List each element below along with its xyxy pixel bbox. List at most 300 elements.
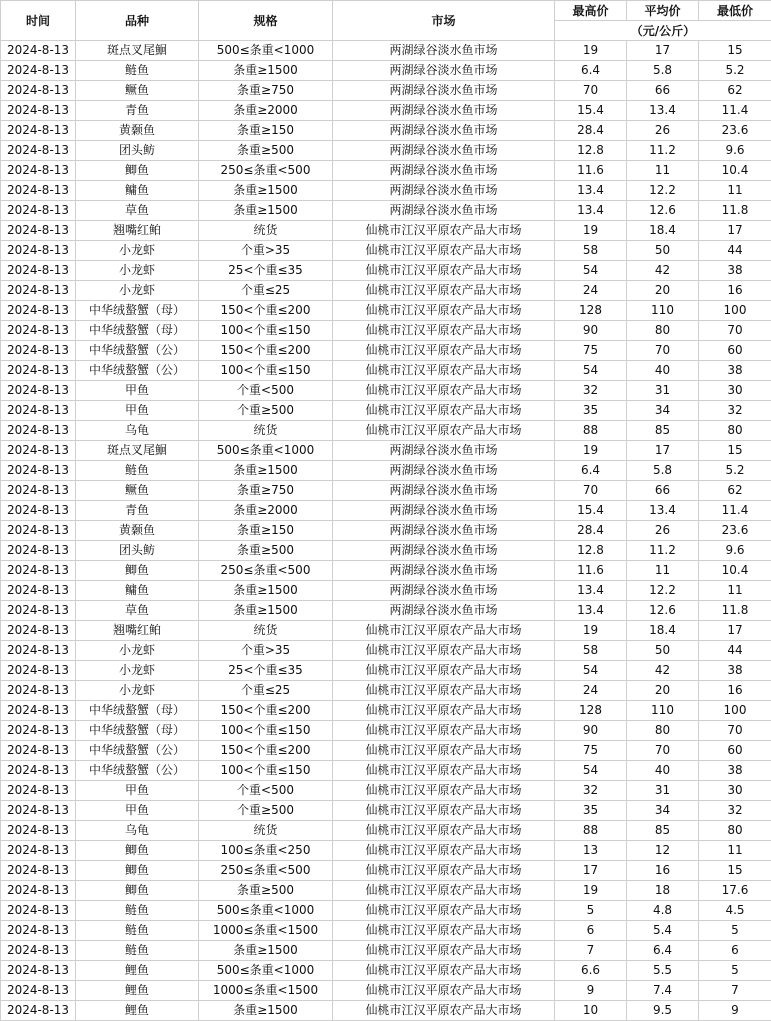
cell-date: 2024-8-13 xyxy=(1,761,76,781)
cell-max: 54 xyxy=(555,661,627,681)
cell-name: 鳙鱼 xyxy=(76,181,199,201)
cell-spec: 个重<500 xyxy=(199,781,333,801)
cell-min: 32 xyxy=(699,401,771,421)
cell-date: 2024-8-13 xyxy=(1,301,76,321)
cell-min: 100 xyxy=(699,301,771,321)
cell-min: 17 xyxy=(699,221,771,241)
cell-avg: 12.2 xyxy=(627,181,699,201)
cell-min: 11.8 xyxy=(699,601,771,621)
cell-min: 9.6 xyxy=(699,541,771,561)
cell-min: 60 xyxy=(699,741,771,761)
table-row xyxy=(1,841,771,861)
cell-date: 2024-8-13 xyxy=(1,481,76,501)
cell-market: 两湖绿谷淡水鱼市场 xyxy=(333,481,555,501)
cell-date: 2024-8-13 xyxy=(1,861,76,881)
cell-min: 10.4 xyxy=(699,161,771,181)
table-row xyxy=(1,341,771,361)
cell-avg: 12.6 xyxy=(627,201,699,221)
cell-date: 2024-8-13 xyxy=(1,621,76,641)
cell-market: 仙桃市江汉平原农产品大市场 xyxy=(333,981,555,1001)
cell-name: 小龙虾 xyxy=(76,661,199,681)
cell-name: 甲鱼 xyxy=(76,401,199,421)
table-row xyxy=(1,261,771,281)
cell-max: 35 xyxy=(555,401,627,421)
cell-name: 黄颡鱼 xyxy=(76,121,199,141)
header-max: 最高价 xyxy=(555,1,627,21)
cell-min: 23.6 xyxy=(699,521,771,541)
cell-avg: 18.4 xyxy=(627,621,699,641)
cell-avg: 13.4 xyxy=(627,501,699,521)
cell-date: 2024-8-13 xyxy=(1,421,76,441)
cell-name: 斑点叉尾鮰 xyxy=(76,441,199,461)
header-name: 品种 xyxy=(76,1,199,41)
cell-avg: 18.4 xyxy=(627,221,699,241)
cell-avg: 42 xyxy=(627,261,699,281)
cell-spec: 150<个重≤200 xyxy=(199,701,333,721)
cell-avg: 40 xyxy=(627,761,699,781)
cell-spec: 条重≥750 xyxy=(199,81,333,101)
cell-max: 15.4 xyxy=(555,101,627,121)
cell-max: 11.6 xyxy=(555,161,627,181)
cell-spec: 统货 xyxy=(199,821,333,841)
cell-spec: 条重≥1500 xyxy=(199,581,333,601)
cell-market: 仙桃市江汉平原农产品大市场 xyxy=(333,761,555,781)
cell-name: 鲢鱼 xyxy=(76,61,199,81)
table-row xyxy=(1,1001,771,1021)
table-row xyxy=(1,421,771,441)
cell-name: 中华绒螯蟹（母） xyxy=(76,301,199,321)
cell-market: 仙桃市江汉平原农产品大市场 xyxy=(333,961,555,981)
table-row xyxy=(1,521,771,541)
table-row xyxy=(1,241,771,261)
cell-date: 2024-8-13 xyxy=(1,801,76,821)
cell-market: 仙桃市江汉平原农产品大市场 xyxy=(333,921,555,941)
cell-date: 2024-8-13 xyxy=(1,281,76,301)
cell-name: 鳜鱼 xyxy=(76,481,199,501)
cell-max: 13.4 xyxy=(555,181,627,201)
cell-name: 鲫鱼 xyxy=(76,161,199,181)
cell-max: 70 xyxy=(555,81,627,101)
cell-name: 小龙虾 xyxy=(76,681,199,701)
cell-market: 两湖绿谷淡水鱼市场 xyxy=(333,201,555,221)
cell-max: 128 xyxy=(555,701,627,721)
cell-min: 15 xyxy=(699,41,771,61)
cell-date: 2024-8-13 xyxy=(1,241,76,261)
cell-min: 11.4 xyxy=(699,101,771,121)
table-row xyxy=(1,101,771,121)
cell-name: 鲢鱼 xyxy=(76,901,199,921)
cell-spec: 250≤条重<500 xyxy=(199,161,333,181)
cell-min: 11 xyxy=(699,181,771,201)
cell-date: 2024-8-13 xyxy=(1,41,76,61)
cell-spec: 25<个重≤35 xyxy=(199,261,333,281)
table-body xyxy=(1,41,771,1021)
cell-max: 90 xyxy=(555,321,627,341)
cell-spec: 个重≤25 xyxy=(199,281,333,301)
cell-market: 仙桃市江汉平原农产品大市场 xyxy=(333,941,555,961)
cell-date: 2024-8-13 xyxy=(1,601,76,621)
cell-spec: 条重≥750 xyxy=(199,481,333,501)
cell-date: 2024-8-13 xyxy=(1,221,76,241)
cell-market: 仙桃市江汉平原农产品大市场 xyxy=(333,721,555,741)
cell-spec: 150<个重≤200 xyxy=(199,741,333,761)
cell-name: 翘嘴红鲌 xyxy=(76,221,199,241)
cell-min: 6 xyxy=(699,941,771,961)
cell-market: 两湖绿谷淡水鱼市场 xyxy=(333,101,555,121)
cell-date: 2024-8-13 xyxy=(1,741,76,761)
cell-spec: 条重≥500 xyxy=(199,881,333,901)
cell-avg: 26 xyxy=(627,521,699,541)
cell-avg: 80 xyxy=(627,321,699,341)
cell-max: 19 xyxy=(555,881,627,901)
cell-max: 7 xyxy=(555,941,627,961)
cell-max: 90 xyxy=(555,721,627,741)
cell-market: 仙桃市江汉平原农产品大市场 xyxy=(333,841,555,861)
cell-min: 100 xyxy=(699,701,771,721)
cell-avg: 12.2 xyxy=(627,581,699,601)
cell-spec: 条重≥150 xyxy=(199,121,333,141)
cell-min: 70 xyxy=(699,721,771,741)
cell-min: 11 xyxy=(699,841,771,861)
cell-market: 仙桃市江汉平原农产品大市场 xyxy=(333,361,555,381)
cell-name: 鲢鱼 xyxy=(76,921,199,941)
cell-market: 仙桃市江汉平原农产品大市场 xyxy=(333,741,555,761)
cell-market: 仙桃市江汉平原农产品大市场 xyxy=(333,301,555,321)
cell-max: 13.4 xyxy=(555,201,627,221)
cell-spec: 条重≥1500 xyxy=(199,941,333,961)
cell-name: 鲤鱼 xyxy=(76,961,199,981)
cell-spec: 统货 xyxy=(199,421,333,441)
cell-spec: 150<个重≤200 xyxy=(199,301,333,321)
cell-min: 38 xyxy=(699,261,771,281)
cell-max: 28.4 xyxy=(555,521,627,541)
cell-avg: 66 xyxy=(627,481,699,501)
cell-date: 2024-8-13 xyxy=(1,181,76,201)
cell-min: 7 xyxy=(699,981,771,1001)
cell-max: 35 xyxy=(555,801,627,821)
cell-avg: 5.8 xyxy=(627,61,699,81)
cell-max: 15.4 xyxy=(555,501,627,521)
table-row xyxy=(1,901,771,921)
cell-avg: 11 xyxy=(627,161,699,181)
cell-min: 16 xyxy=(699,281,771,301)
table-row xyxy=(1,381,771,401)
cell-market: 仙桃市江汉平原农产品大市场 xyxy=(333,241,555,261)
cell-max: 6.6 xyxy=(555,961,627,981)
cell-spec: 100<个重≤150 xyxy=(199,321,333,341)
table-row xyxy=(1,461,771,481)
cell-name: 乌龟 xyxy=(76,821,199,841)
cell-min: 15 xyxy=(699,441,771,461)
cell-min: 30 xyxy=(699,781,771,801)
cell-avg: 16 xyxy=(627,861,699,881)
cell-name: 斑点叉尾鮰 xyxy=(76,41,199,61)
cell-max: 58 xyxy=(555,641,627,661)
cell-spec: 1000≤条重<1500 xyxy=(199,921,333,941)
cell-max: 19 xyxy=(555,41,627,61)
cell-date: 2024-8-13 xyxy=(1,901,76,921)
cell-market: 仙桃市江汉平原农产品大市场 xyxy=(333,281,555,301)
cell-avg: 34 xyxy=(627,401,699,421)
header-min: 最低价 xyxy=(699,1,771,21)
cell-date: 2024-8-13 xyxy=(1,141,76,161)
cell-min: 5 xyxy=(699,921,771,941)
cell-max: 17 xyxy=(555,861,627,881)
cell-name: 青鱼 xyxy=(76,501,199,521)
cell-date: 2024-8-13 xyxy=(1,961,76,981)
cell-min: 9 xyxy=(699,1001,771,1021)
cell-avg: 12.6 xyxy=(627,601,699,621)
cell-market: 仙桃市江汉平原农产品大市场 xyxy=(333,821,555,841)
cell-min: 30 xyxy=(699,381,771,401)
cell-spec: 1000≤条重<1500 xyxy=(199,981,333,1001)
table-row xyxy=(1,761,771,781)
cell-min: 44 xyxy=(699,241,771,261)
cell-date: 2024-8-13 xyxy=(1,541,76,561)
cell-name: 中华绒螯蟹（公） xyxy=(76,761,199,781)
cell-spec: 条重≥1500 xyxy=(199,201,333,221)
cell-date: 2024-8-13 xyxy=(1,921,76,941)
cell-date: 2024-8-13 xyxy=(1,461,76,481)
cell-min: 62 xyxy=(699,81,771,101)
table-row xyxy=(1,441,771,461)
cell-market: 仙桃市江汉平原农产品大市场 xyxy=(333,1001,555,1021)
cell-avg: 42 xyxy=(627,661,699,681)
cell-market: 两湖绿谷淡水鱼市场 xyxy=(333,541,555,561)
table-row xyxy=(1,861,771,881)
cell-market: 两湖绿谷淡水鱼市场 xyxy=(333,561,555,581)
cell-market: 仙桃市江汉平原农产品大市场 xyxy=(333,341,555,361)
cell-max: 13 xyxy=(555,841,627,861)
cell-market: 仙桃市江汉平原农产品大市场 xyxy=(333,381,555,401)
cell-date: 2024-8-13 xyxy=(1,561,76,581)
cell-avg: 17 xyxy=(627,41,699,61)
cell-date: 2024-8-13 xyxy=(1,1001,76,1021)
cell-avg: 13.4 xyxy=(627,101,699,121)
cell-spec: 条重≥2000 xyxy=(199,501,333,521)
header-spec: 规格 xyxy=(199,1,333,41)
cell-max: 12.8 xyxy=(555,541,627,561)
cell-min: 16 xyxy=(699,681,771,701)
cell-min: 38 xyxy=(699,361,771,381)
cell-market: 仙桃市江汉平原农产品大市场 xyxy=(333,781,555,801)
cell-avg: 26 xyxy=(627,121,699,141)
cell-avg: 5.4 xyxy=(627,921,699,941)
cell-avg: 5.8 xyxy=(627,461,699,481)
cell-spec: 条重≥1500 xyxy=(199,61,333,81)
cell-name: 鳙鱼 xyxy=(76,581,199,601)
cell-date: 2024-8-13 xyxy=(1,681,76,701)
cell-spec: 条重≥1500 xyxy=(199,1001,333,1021)
cell-name: 中华绒螯蟹（母） xyxy=(76,321,199,341)
cell-avg: 17 xyxy=(627,441,699,461)
cell-name: 中华绒螯蟹（公） xyxy=(76,741,199,761)
cell-market: 仙桃市江汉平原农产品大市场 xyxy=(333,261,555,281)
cell-spec: 条重≥150 xyxy=(199,521,333,541)
cell-market: 仙桃市江汉平原农产品大市场 xyxy=(333,401,555,421)
cell-name: 草鱼 xyxy=(76,601,199,621)
cell-spec: 个重>35 xyxy=(199,641,333,661)
table-row xyxy=(1,301,771,321)
table-row xyxy=(1,881,771,901)
cell-spec: 个重≥500 xyxy=(199,401,333,421)
cell-name: 中华绒螯蟹（公） xyxy=(76,341,199,361)
table-row xyxy=(1,141,771,161)
cell-min: 10.4 xyxy=(699,561,771,581)
header-market: 市场 xyxy=(333,1,555,41)
table-row xyxy=(1,681,771,701)
cell-market: 两湖绿谷淡水鱼市场 xyxy=(333,601,555,621)
cell-name: 翘嘴红鲌 xyxy=(76,621,199,641)
cell-market: 两湖绿谷淡水鱼市场 xyxy=(333,581,555,601)
table-row xyxy=(1,181,771,201)
cell-avg: 40 xyxy=(627,361,699,381)
cell-min: 62 xyxy=(699,481,771,501)
cell-min: 60 xyxy=(699,341,771,361)
cell-min: 5.2 xyxy=(699,61,771,81)
cell-min: 80 xyxy=(699,421,771,441)
table-row xyxy=(1,821,771,841)
cell-max: 28.4 xyxy=(555,121,627,141)
cell-avg: 31 xyxy=(627,781,699,801)
cell-min: 80 xyxy=(699,821,771,841)
table-row xyxy=(1,701,771,721)
cell-market: 仙桃市江汉平原农产品大市场 xyxy=(333,641,555,661)
cell-date: 2024-8-13 xyxy=(1,721,76,741)
cell-avg: 20 xyxy=(627,281,699,301)
cell-spec: 25<个重≤35 xyxy=(199,661,333,681)
table-row xyxy=(1,801,771,821)
cell-date: 2024-8-13 xyxy=(1,441,76,461)
cell-date: 2024-8-13 xyxy=(1,981,76,1001)
cell-market: 仙桃市江汉平原农产品大市场 xyxy=(333,221,555,241)
cell-max: 58 xyxy=(555,241,627,261)
cell-date: 2024-8-13 xyxy=(1,521,76,541)
cell-max: 19 xyxy=(555,441,627,461)
cell-max: 13.4 xyxy=(555,601,627,621)
table-row xyxy=(1,781,771,801)
cell-name: 鲫鱼 xyxy=(76,561,199,581)
cell-spec: 条重≥500 xyxy=(199,141,333,161)
cell-date: 2024-8-13 xyxy=(1,321,76,341)
cell-market: 两湖绿谷淡水鱼市场 xyxy=(333,181,555,201)
cell-avg: 9.5 xyxy=(627,1001,699,1021)
cell-spec: 250≤条重<500 xyxy=(199,861,333,881)
table-row xyxy=(1,221,771,241)
table-row xyxy=(1,121,771,141)
table-row xyxy=(1,581,771,601)
cell-market: 仙桃市江汉平原农产品大市场 xyxy=(333,321,555,341)
cell-max: 75 xyxy=(555,741,627,761)
cell-max: 88 xyxy=(555,821,627,841)
cell-market: 仙桃市江汉平原农产品大市场 xyxy=(333,861,555,881)
cell-avg: 70 xyxy=(627,341,699,361)
cell-avg: 34 xyxy=(627,801,699,821)
cell-min: 15 xyxy=(699,861,771,881)
table-row xyxy=(1,281,771,301)
cell-name: 鲫鱼 xyxy=(76,861,199,881)
cell-spec: 500≤条重<1000 xyxy=(199,41,333,61)
cell-spec: 100<个重≤150 xyxy=(199,761,333,781)
cell-date: 2024-8-13 xyxy=(1,261,76,281)
cell-spec: 条重≥1500 xyxy=(199,181,333,201)
cell-max: 6.4 xyxy=(555,61,627,81)
table-row xyxy=(1,501,771,521)
cell-date: 2024-8-13 xyxy=(1,101,76,121)
cell-spec: 个重≤25 xyxy=(199,681,333,701)
cell-spec: 个重<500 xyxy=(199,381,333,401)
cell-avg: 50 xyxy=(627,641,699,661)
table-row xyxy=(1,641,771,661)
cell-spec: 100≤条重<250 xyxy=(199,841,333,861)
cell-date: 2024-8-13 xyxy=(1,781,76,801)
cell-max: 6 xyxy=(555,921,627,941)
cell-min: 4.5 xyxy=(699,901,771,921)
cell-name: 团头鲂 xyxy=(76,141,199,161)
cell-market: 仙桃市江汉平原农产品大市场 xyxy=(333,801,555,821)
cell-spec: 个重≥500 xyxy=(199,801,333,821)
cell-name: 中华绒螯蟹（母） xyxy=(76,701,199,721)
cell-avg: 110 xyxy=(627,301,699,321)
cell-name: 甲鱼 xyxy=(76,781,199,801)
cell-market: 两湖绿谷淡水鱼市场 xyxy=(333,521,555,541)
cell-market: 仙桃市江汉平原农产品大市场 xyxy=(333,421,555,441)
cell-spec: 100<个重≤150 xyxy=(199,361,333,381)
table-row xyxy=(1,621,771,641)
cell-max: 88 xyxy=(555,421,627,441)
cell-spec: 100<个重≤150 xyxy=(199,721,333,741)
cell-spec: 条重≥500 xyxy=(199,541,333,561)
cell-name: 中华绒螯蟹（公） xyxy=(76,361,199,381)
cell-spec: 个重>35 xyxy=(199,241,333,261)
cell-avg: 11.2 xyxy=(627,141,699,161)
cell-market: 两湖绿谷淡水鱼市场 xyxy=(333,81,555,101)
cell-name: 鲫鱼 xyxy=(76,881,199,901)
cell-spec: 150<个重≤200 xyxy=(199,341,333,361)
cell-spec: 500≤条重<1000 xyxy=(199,961,333,981)
cell-avg: 70 xyxy=(627,741,699,761)
cell-market: 两湖绿谷淡水鱼市场 xyxy=(333,141,555,161)
cell-spec: 条重≥2000 xyxy=(199,101,333,121)
cell-date: 2024-8-13 xyxy=(1,941,76,961)
cell-name: 青鱼 xyxy=(76,101,199,121)
cell-market: 仙桃市江汉平原农产品大市场 xyxy=(333,901,555,921)
cell-max: 24 xyxy=(555,281,627,301)
cell-date: 2024-8-13 xyxy=(1,841,76,861)
table-row xyxy=(1,401,771,421)
cell-name: 鲫鱼 xyxy=(76,841,199,861)
table-row xyxy=(1,981,771,1001)
cell-name: 鲢鱼 xyxy=(76,461,199,481)
table-row xyxy=(1,961,771,981)
cell-avg: 31 xyxy=(627,381,699,401)
cell-date: 2024-8-13 xyxy=(1,881,76,901)
header-date: 时间 xyxy=(1,1,76,41)
cell-market: 仙桃市江汉平原农产品大市场 xyxy=(333,681,555,701)
cell-min: 17 xyxy=(699,621,771,641)
table-row xyxy=(1,61,771,81)
cell-market: 两湖绿谷淡水鱼市场 xyxy=(333,41,555,61)
cell-min: 17.6 xyxy=(699,881,771,901)
cell-name: 小龙虾 xyxy=(76,281,199,301)
table-row xyxy=(1,81,771,101)
cell-name: 小龙虾 xyxy=(76,261,199,281)
header-unit: （元/公斤） xyxy=(555,21,771,41)
cell-max: 19 xyxy=(555,221,627,241)
cell-name: 乌龟 xyxy=(76,421,199,441)
cell-avg: 85 xyxy=(627,821,699,841)
cell-market: 两湖绿谷淡水鱼市场 xyxy=(333,501,555,521)
